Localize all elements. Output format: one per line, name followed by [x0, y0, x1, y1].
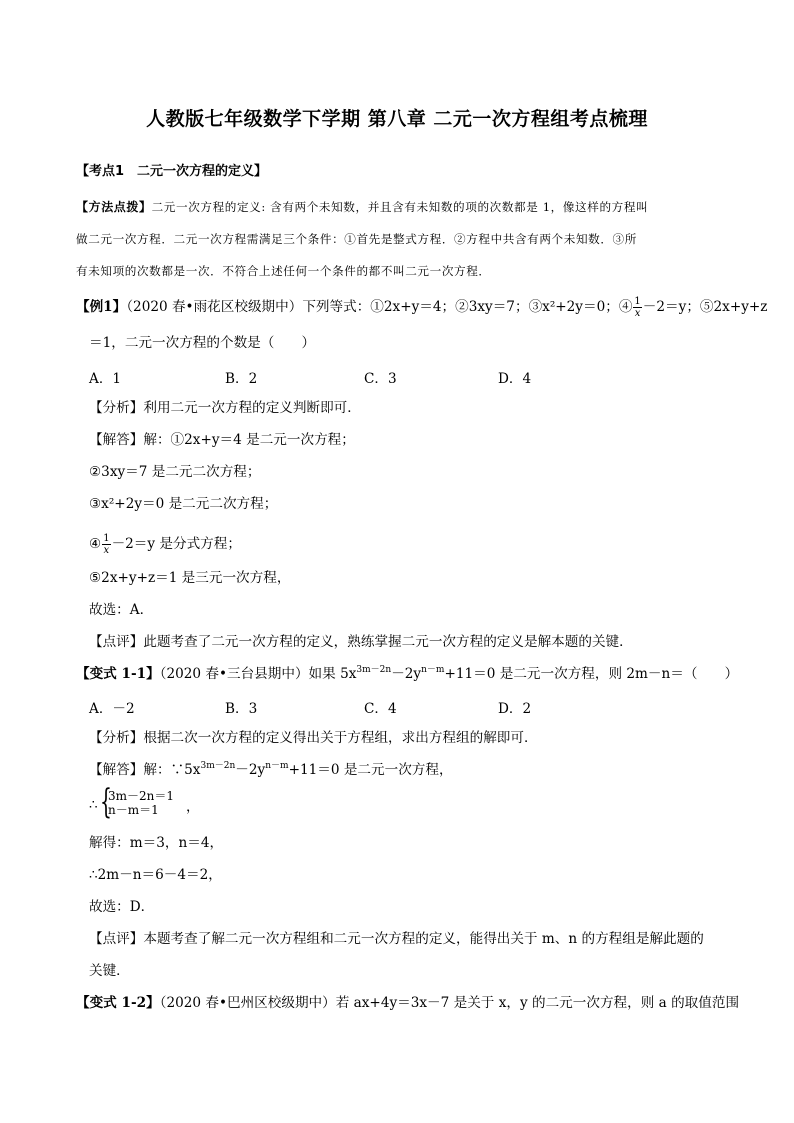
- variant11-choice: 故选：D．: [89, 899, 155, 915]
- example1-label: 【例1】: [76, 299, 127, 315]
- method-line-1: [76, 198, 648, 216]
- eq-3: ③x²+2y＝0；: [528, 299, 619, 315]
- variant11-solve: 解得：m＝3，n＝4，: [89, 835, 224, 851]
- example1-analysis: 【分析】利用二元一次方程的定义判断即可．: [89, 400, 361, 416]
- method-text-1: 二元一次方程的定义: 含有两个未知数，并且含有未知数的项的次数都是 1，像这样的方程叫: [151, 200, 649, 214]
- equation-system: [108, 789, 174, 817]
- system-eq-2: n－m＝1: [108, 803, 159, 817]
- method-line-3: 有未知项的次数都是一次．不符合上述任何一个条件的都不叫二元一次方程．: [76, 264, 491, 278]
- eq-2: ②3xy＝7；: [455, 299, 529, 315]
- method-label: 【方法点拨】: [76, 200, 152, 214]
- example1-source: （2020 春•雨花区校级期中）下列等式：: [126, 299, 371, 315]
- method-line-2: 做二元一次方程．二元一次方程需满足三个条件：①首先是整式方程．②方程中共含有两个未知数．③所: [76, 232, 637, 246]
- system-brace: {: [100, 782, 112, 822]
- eq-4-suffix: －2＝y；: [642, 299, 700, 315]
- example1-comment: 【点评】此题考查了二元一次方程的定义，熟练掌握二元一次方程的定义是解本题的关键．: [89, 634, 633, 650]
- example1-answer-2: ②3xy＝7 是二元二次方程；: [89, 464, 261, 480]
- variant11-result: ∴2m－n＝6－4＝2，: [89, 867, 222, 883]
- example1-option-c: C．3: [364, 371, 397, 387]
- section-heading: 【考点1 二元一次方程的定义】: [76, 164, 268, 179]
- example1-question-line2: ＝1，二元一次方程的个数是（ ）: [89, 335, 316, 351]
- variant11-label: 【变式 1-1】: [76, 666, 160, 682]
- fraction-1-over-x: $\frac{1}{x}$: [634, 296, 641, 319]
- variant11-option-c: C．4: [364, 701, 397, 717]
- page-title: 人教版七年级数学下学期 第八章 二元一次方程组考点梳理: [146, 108, 648, 130]
- example1-question: [76, 296, 767, 319]
- variant12-question: 【变式 1-2】（2020 春•巴州区校级期中）若 ax+4y＝3x－7 是关于 x，y 的二元一次方程，则 a 的取值范围: [76, 995, 740, 1011]
- eq-5: ⑤2x+y+z: [699, 299, 768, 315]
- therefore-symbol: ∴: [89, 797, 98, 813]
- example1-option-b: B．2: [225, 371, 258, 387]
- example1-option-d: D．4: [498, 371, 532, 387]
- example1-option-a: A．1: [89, 371, 122, 387]
- eq-4-prefix: ④: [618, 299, 633, 315]
- example1-answer-1: 【解答】解：①2x+y＝4 是二元一次方程；: [89, 432, 355, 448]
- variant11-option-a: A．－2: [89, 701, 135, 717]
- example1-answer-3: ③x²+2y＝0 是二元二次方程；: [89, 496, 278, 512]
- example1-answer-5: ⑤2x+y+z＝1 是三元一次方程，: [89, 570, 291, 586]
- variant11-analysis: 【分析】根据二次一次方程的定义得出关于方程组，求出方程组的解即可．: [89, 730, 538, 746]
- variant11-option-b: B．3: [225, 701, 258, 717]
- variant11-comment-1: 【点评】本题考查了解二元一次方程组和二元一次方程的定义，能得出关于 m、n 的方程组是解此题的: [89, 931, 704, 947]
- variant11-comment-2: 关键．: [89, 963, 130, 979]
- example1-choice: 故选：A．: [89, 602, 154, 618]
- system-eq-1: 3m－2n＝1: [108, 789, 175, 803]
- eq-1: ①2x+y＝4；: [370, 299, 456, 315]
- system-end: ，: [186, 799, 200, 815]
- variant11-option-d: D．2: [498, 701, 532, 717]
- variant12-label: 【变式 1-2】: [76, 995, 160, 1011]
- variant11-question: 【变式 1-1】（2020 春•三台县期中）如果 $5x^{3m-2n}-2y^{n-m}+11=0$ 是二元一次方程，则 2m－n＝（ ）: [76, 665, 739, 682]
- example1-answer-4: ④ $\frac{1}{x}$ －2＝y 是分式方程；: [89, 533, 241, 556]
- fraction-1-over-x: $\frac{1}{x}$: [103, 533, 110, 556]
- variant11-answer: 【解答】解：$\because 5x^{3m-2n}-2y^{n-m}+11=0$ 是二元一次方程，: [89, 761, 453, 778]
